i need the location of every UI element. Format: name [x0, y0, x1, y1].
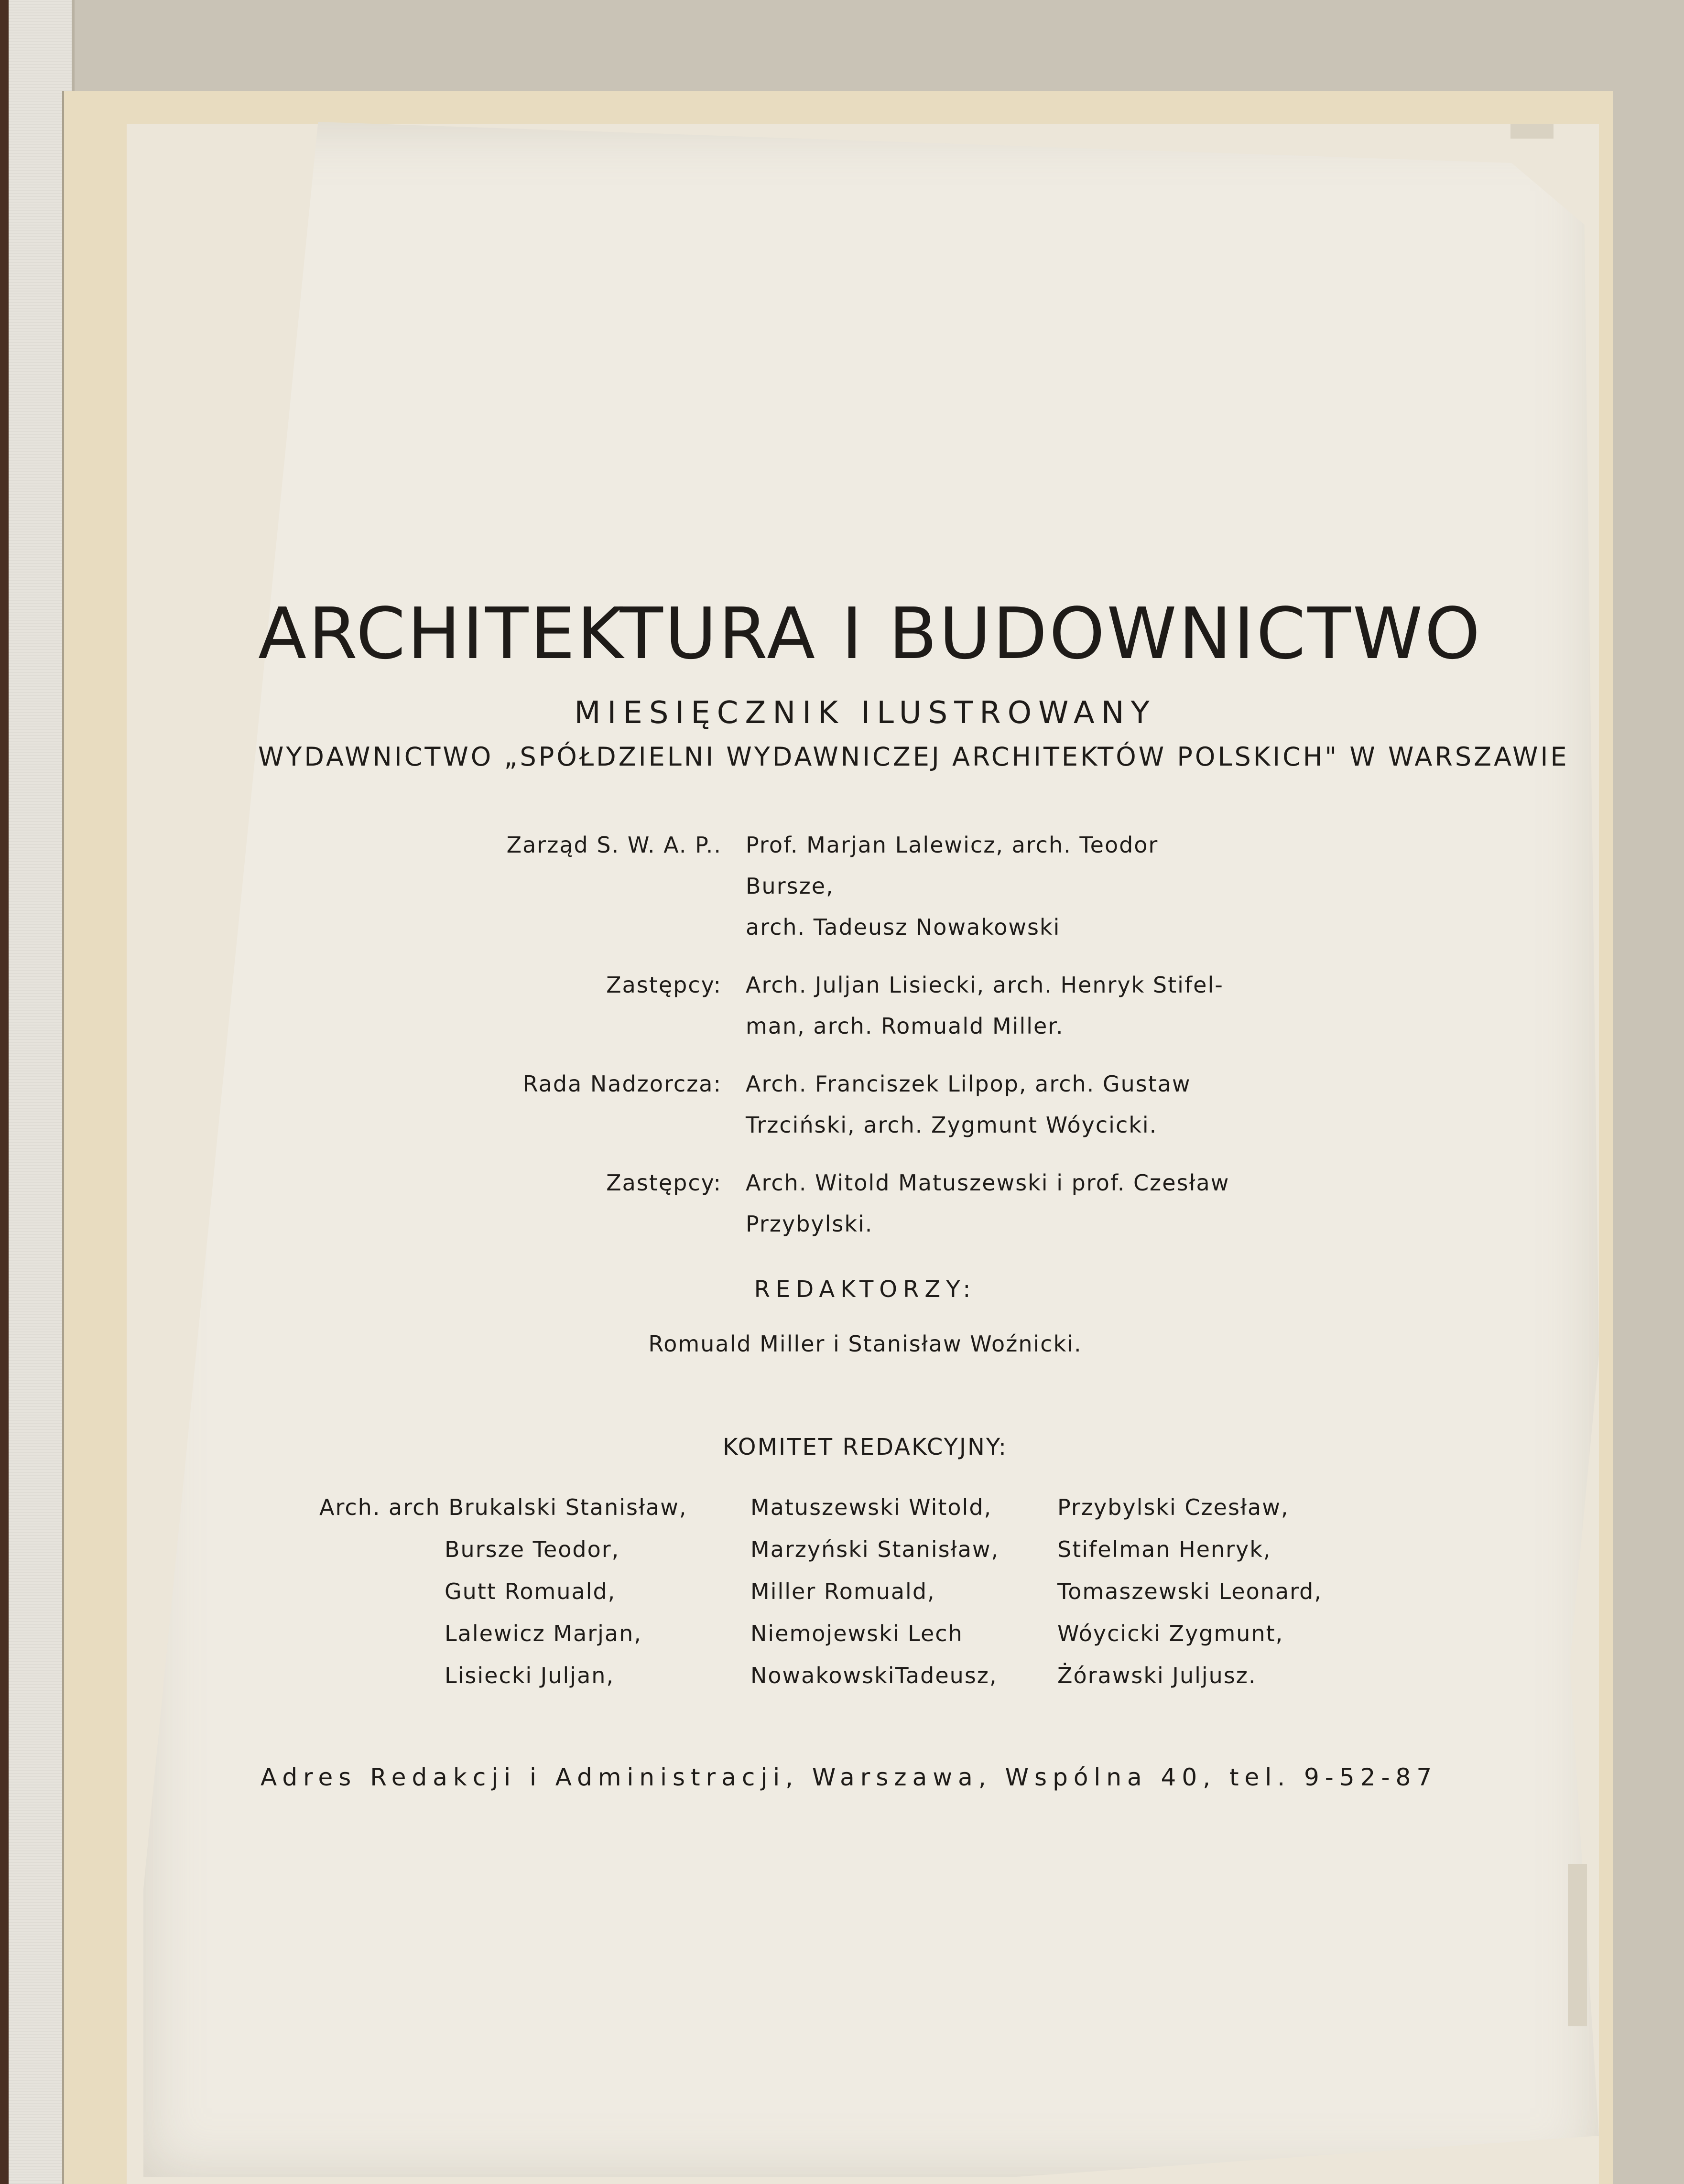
- member-line: Trzciński, arch. Zygmunt Wóycicki.: [746, 1112, 1158, 1138]
- board-row: [430, 1162, 1291, 1244]
- committee-member: NowakowskiTadeusz,: [750, 1663, 998, 1688]
- committee-member: Matuszewski Witold,: [750, 1494, 992, 1520]
- committee-member: Niemojewski Lech: [750, 1621, 963, 1646]
- committee-member: Przybylski Czesław,: [1057, 1494, 1289, 1520]
- member-line: Arch. Witold Matuszewski i prof. Czesław: [746, 1170, 1230, 1196]
- board-members: [746, 1063, 1243, 1146]
- board-role: Rada Nadzorcza:: [522, 1071, 722, 1097]
- member-line: arch. Tadeusz Nowakowski: [746, 914, 1061, 940]
- member-line: Arch. Juljan Lisiecki, arch. Henryk Stifel-: [746, 972, 1224, 998]
- board-role: Zarząd S. W. A. P..: [506, 832, 722, 858]
- editors-names: Romuald Miller i Stanisław Woźnicki.: [648, 1331, 1082, 1357]
- committee-member: Wóycicki Zygmunt,: [1057, 1621, 1284, 1646]
- publisher-line: WYDAWNICTWO „SPÓŁDZIELNI WYDAWNICZEJ ARCHITEKTÓW POLSKICH" W WARSZAWIE: [258, 742, 1569, 772]
- committee-member: Bursze Teodor,: [445, 1536, 620, 1562]
- journal-subtitle: MIESIĘCZNIK ILUSTROWANY: [574, 695, 1156, 731]
- board-members: [746, 964, 1243, 1047]
- member-line: Arch. Franciszek Lilpop, arch. Gustaw: [746, 1071, 1191, 1097]
- committee-member: Gutt Romuald,: [445, 1579, 616, 1604]
- board-list: [430, 824, 1291, 1261]
- committee-member: Arch. arch Brukalski Stanisław,: [319, 1494, 687, 1520]
- committee-member: Żórawski Juljusz.: [1057, 1663, 1257, 1688]
- committee-column: [750, 1486, 999, 1697]
- board-members: [746, 1162, 1243, 1244]
- committee-member: Lisiecki Juljan,: [445, 1663, 615, 1688]
- committee-member: Lalewicz Marjan,: [445, 1621, 642, 1646]
- member-line: Przybylski.: [746, 1211, 873, 1237]
- board-members: [746, 824, 1243, 948]
- board-role: Zastępcy:: [606, 972, 722, 998]
- board-row: [430, 824, 1291, 948]
- committee-column: [319, 1486, 687, 1697]
- board-row: [430, 1063, 1291, 1146]
- committee-member: Stifelman Henryk,: [1057, 1536, 1271, 1562]
- member-line: Prof. Marjan Lalewicz, arch. Teodor Bursze,: [746, 832, 1159, 899]
- editorial-address: Adres Redakcji i Administracji, Warszawa, Wspólna 40, tel. 9-52-87: [261, 1763, 1438, 1791]
- committee-member: Tomaszewski Leonard,: [1057, 1579, 1322, 1604]
- committee-member: Miller Romuald,: [750, 1579, 935, 1604]
- editors-heading: REDAKTORZY:: [754, 1276, 977, 1303]
- board-row: [430, 964, 1291, 1047]
- committee-member: Marzyński Stanisław,: [750, 1536, 1000, 1562]
- committee-heading: KOMITET REDAKCYJNY:: [722, 1434, 1008, 1460]
- board-role: Zastępcy:: [606, 1170, 722, 1196]
- journal-title: ARCHITEKTURA I BUDOWNICTWO: [258, 593, 1482, 675]
- committee-column: [1057, 1486, 1322, 1697]
- member-line: man, arch. Romuald Miller.: [746, 1013, 1064, 1039]
